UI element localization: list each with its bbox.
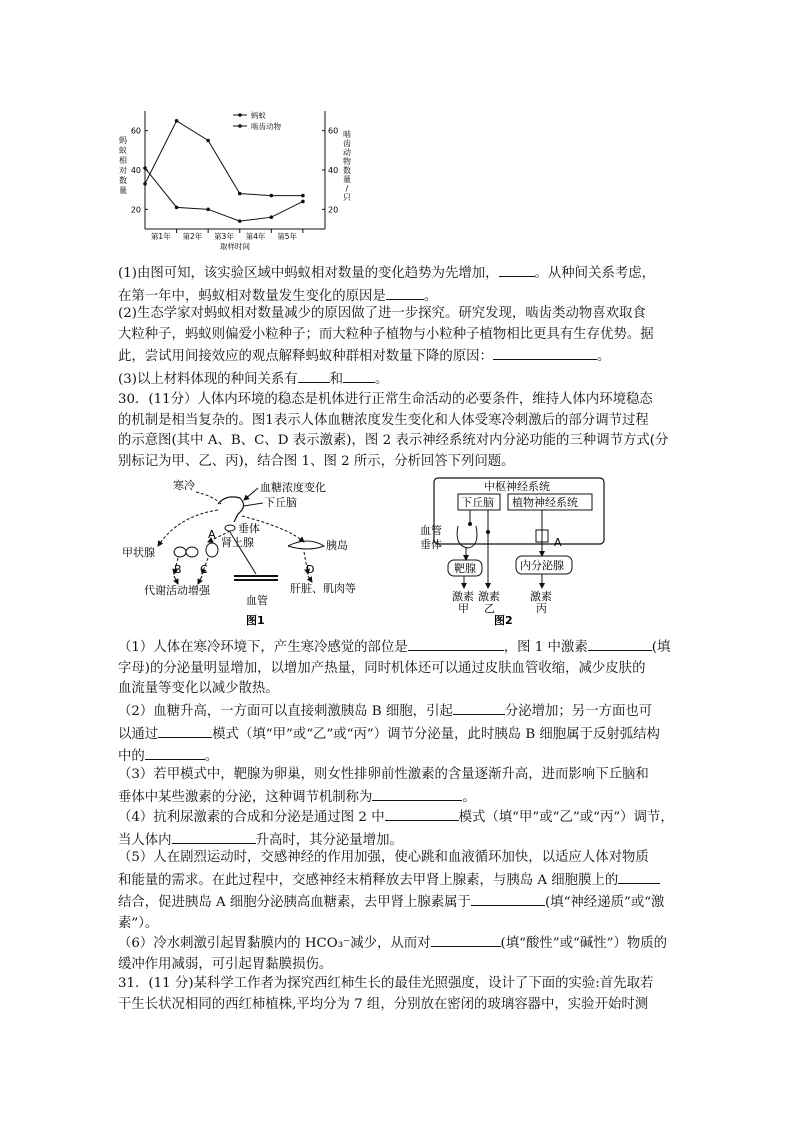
figure-2-diagram: [418, 476, 618, 626]
q29-blank-5[interactable]: [343, 368, 375, 383]
y-tick-label-right: 40: [328, 166, 339, 175]
fig2-hypothalamus: 下丘脑: [461, 496, 494, 509]
fig2-gland: 靶腺: [454, 562, 476, 575]
fig1-pituitary: 垂体: [238, 522, 260, 535]
fig2-hormone-1: 激素: [452, 590, 474, 603]
q30-intro: 30．(11分）人体内环境的稳态是机体进行正常生命活动的必要条件，维持人体内环境稳态 的机制是相当复杂的。图1表示人体血糖浓度发生变化和人体受寒冷刺激后的部分调节过程 的示意图(其中 A、B、C、D 表示激素)，图 2 表示神经系统对内分泌功能的三种调节方式(分 别标记为甲、乙、丙)，结合图 1、图 2 所示，分析回答下列问题。: [118, 392, 669, 469]
y-axis-label-left-char: 量: [119, 186, 127, 195]
fig1-glucose: 血糖浓度变化: [260, 481, 326, 494]
q30-blank-3[interactable]: [453, 700, 505, 715]
x-tick-label: 第2年: [182, 232, 203, 241]
legend-marker-蚂蚁: [238, 113, 242, 117]
series-point-啮齿动物: [143, 166, 147, 170]
q30-sub2: （2）血糖升高，一方面可以直接刺激胰岛 B 细胞，引起 分泌增加；另一方面也可 以通过 模式（填“甲”或“乙”或“丙”）调节分泌量，此时胰岛 B 细胞属于反射弧结构 中的 。: [118, 700, 678, 768]
q29-blank-1[interactable]: [499, 262, 535, 277]
q29-part3: (3)以上材料体现的种间关系有 和 。: [118, 368, 678, 391]
q30-blank-10[interactable]: [471, 891, 545, 906]
y-axis-label-right-char: 数: [343, 166, 351, 175]
q31-intro: 31．(11 分)某科学工作者为探究西红柿生长的最佳光照强度，设计了下面的实验:首先取若 干生长状况相同的西红柿植株,平均分为 7 组，分别放在密闭的玻璃容器中，实验开始时测: [118, 976, 654, 1012]
fig1-label-b: B: [174, 563, 182, 576]
y-tick-label-left: 20: [130, 205, 141, 215]
q30-sub6: （6）冷水刺激引起胃黏膜内的 HCO₃⁻减少，从而对 (填“酸性”或“碱性”）物质的 缓冲作用减弱，可引起胃黏膜损伤。: [118, 932, 678, 975]
fig1-label-d: D: [306, 563, 315, 576]
series-point-啮齿动物: [301, 200, 305, 204]
q29-part1: (1)由图可知，该实验区域中蚂蚁相对数量的变化趋势为先增加， 。从种间关系考虑， 在第一年中，蚂蚁相对数量发生变化的原因是 。: [118, 262, 678, 307]
q30-blank-6[interactable]: [372, 786, 462, 801]
series-point-蚂蚁: [206, 139, 210, 143]
q30-sub3: （3）若甲模式中，靶腺为卵巢，则女性排卵前性激素的含量逐渐升高，进而影响下丘脑和 垂体中某些激素的分泌，这种调节机制称为 。: [118, 767, 649, 805]
q30-blank-11[interactable]: [431, 932, 501, 947]
q29-blank-2[interactable]: [386, 285, 424, 300]
series-point-蚂蚁: [270, 194, 274, 198]
y-tick-label-right: 20: [328, 205, 339, 215]
q29-blank-4[interactable]: [298, 368, 330, 383]
series-point-啮齿动物: [175, 206, 179, 210]
q29-part2: (2)生态学家对蚂蚁相对数量减少的原因做了进一步探究。研究发现，啮齿类动物喜欢取食 大粒种子，蚂蚁则偏爱小粒种子；而大粒种子植物与小粒种子植物相比更具有生存优势。据 此，尝试用间接效应的观点解释蚂蚁种群相对数量下降的原因： 。: [118, 306, 654, 364]
y-axis-label-right-char: 量: [343, 175, 351, 184]
fig1-adrenal: 肾上腺: [221, 536, 254, 549]
legend-label-蚂蚁: 蚂蚁: [251, 111, 266, 120]
q30-blank-1[interactable]: [408, 636, 504, 651]
series-point-啮齿动物: [238, 219, 242, 223]
q30-sub4: （4）抗利尿激素的合成和分泌是通过图 2 中 模式（填“甲”或“乙”或“丙”）调节， 当人体内 升高时，其分泌量增加。: [118, 806, 678, 851]
q30-blank-9[interactable]: [618, 869, 660, 884]
fig2-ans: 植物神经系统: [512, 496, 578, 509]
y-axis-label-right-char: /: [345, 184, 349, 193]
y-axis-label-left-char: 数: [119, 176, 127, 185]
y-axis-label-right-char: 动: [343, 148, 351, 157]
q29-blank-3[interactable]: [493, 345, 597, 360]
series-point-蚂蚁: [301, 194, 305, 198]
fig1-label-c: C: [200, 563, 208, 576]
y-axis-label-left-char: 蚂: [119, 136, 127, 145]
y-axis-label-left-char: 相: [119, 156, 127, 165]
fig1-hypothalamus: 下丘脑: [264, 496, 297, 509]
q30-blank-7[interactable]: [385, 806, 459, 821]
q30-blank-2[interactable]: [588, 636, 652, 651]
x-tick-label: 第3年: [214, 232, 234, 241]
q30-blank-5[interactable]: [145, 745, 205, 760]
fig1-cold: 寒冷: [173, 479, 195, 492]
fig2-caption: 图2: [494, 614, 513, 626]
fig2-pituitary-top: 血管: [420, 524, 442, 537]
legend-marker-啮齿动物: [238, 124, 242, 128]
x-tick-label: 第1年: [150, 232, 171, 241]
fig2-endocrine: 内分泌腺: [520, 559, 564, 572]
y-axis-label-right-char: 物: [343, 157, 351, 166]
fig2-pituitary-bottom: 垂体: [420, 538, 442, 551]
series-point-蚂蚁: [143, 182, 147, 186]
x-tick-label: 第5年: [277, 232, 297, 241]
fig1-thyroid: 甲状腺: [122, 546, 155, 559]
y-axis-label-left-char: 蚁: [119, 146, 127, 155]
fig2-hormone-1-label: 甲: [458, 602, 469, 615]
fig2-hormone-2-label: 乙: [484, 602, 495, 615]
q30-blank-4[interactable]: [158, 723, 212, 738]
fig1-liver: 肝脏、肌肉等: [290, 582, 356, 595]
fig2-hormone-2: 激素: [478, 590, 500, 603]
legend-label-啮齿动物: 啮齿动物: [251, 122, 281, 131]
x-axis-label: 取样时间: [220, 242, 250, 251]
x-tick-label: 第4年: [245, 232, 266, 241]
series-point-蚂蚁: [175, 119, 179, 123]
ant-rodent-chart: [115, 105, 355, 255]
series-point-啮齿动物: [270, 215, 274, 219]
fig1-vessel: 血管: [246, 594, 268, 607]
q30-sub1: （1）人体在寒冷环境下，产生寒冷感觉的部位是 ，图 1 中激素 (填 字母)的分泌量明显增加，以增加产热量，同时机体还可以通过皮肤血管收缩，减少皮肤的 血流量等变化以减少散热。: [118, 636, 678, 700]
q30-sub5: （5）人在剧烈运动时，交感神经的作用加强，使心跳和血液循环加快，以适应人体对物质 和能量的需求。在此过程中，交感神经末梢释放去甲肾上腺素，与胰岛 A 细胞膜上的 结合，促进胰岛 A 细胞分泌胰高血糖素，去甲肾上腺素属于 (填“神经递质”或“激 素”）。: [118, 850, 665, 931]
series-line-蚂蚁: [145, 121, 303, 196]
y-tick-label-right: 60: [328, 126, 339, 136]
fig1-label-a: A: [208, 528, 216, 541]
fig1-metabolism: 代谢活动增强: [144, 584, 210, 597]
fig2-hormone-3-label: 丙: [536, 602, 547, 615]
y-axis-label-right-char: 啮: [343, 130, 351, 139]
fig1-islet: 胰岛: [326, 539, 348, 552]
series-point-啮齿动物: [206, 208, 210, 212]
fig1-caption: 图1: [246, 614, 265, 626]
y-tick-label-left: 60: [130, 126, 141, 136]
fig2-label-a: A: [554, 536, 562, 549]
q30-blank-8[interactable]: [172, 829, 256, 844]
y-axis-label-left-char: 对: [119, 166, 127, 175]
y-axis-label-right-char: 只: [343, 193, 351, 202]
fig2-cns: 中枢神经系统: [484, 480, 550, 493]
figure-1-diagram: [118, 476, 388, 626]
series-line-啮齿动物: [145, 168, 303, 221]
y-axis-label-right-char: 齿: [343, 139, 351, 148]
fig2-hormone-3: 激素: [530, 590, 552, 603]
series-point-蚂蚁: [238, 192, 242, 196]
y-tick-label-left: 40: [130, 166, 141, 175]
